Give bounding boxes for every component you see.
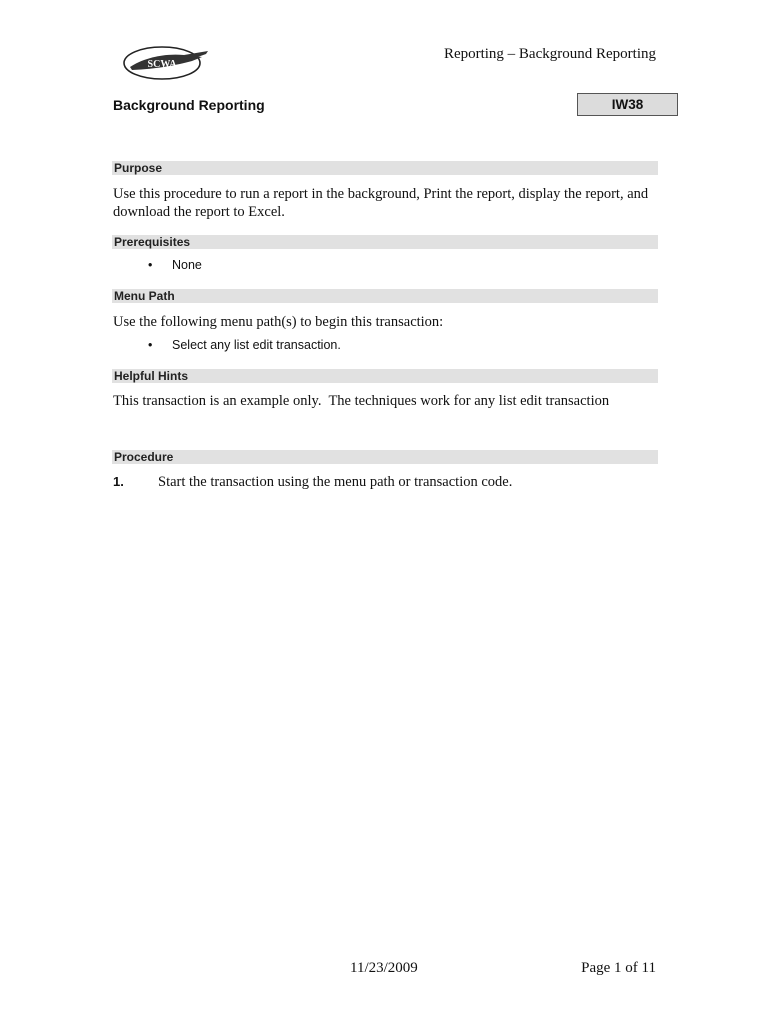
menu-path-bullet-text: Select any list edit transaction. <box>172 338 341 352</box>
prerequisites-bullet-text: None <box>172 258 202 272</box>
procedure-heading: Procedure <box>112 450 658 464</box>
helpful-hints-heading: Helpful Hints <box>112 369 658 383</box>
footer-page-number: Page 1 of 11 <box>581 960 656 976</box>
scwa-logo <box>122 43 212 83</box>
bullet-icon: • <box>148 258 153 272</box>
procedure-step-number: 1. <box>113 474 124 489</box>
procedure-step-text: Start the transaction using the menu path or transaction code. <box>158 474 513 490</box>
purpose-text: Use this procedure to run a report in the background, Print the report, display the report, and download the report to Excel. <box>113 186 649 220</box>
helpful-hints-text: This transaction is an example only. The techniques work for any list edit transaction <box>113 393 610 409</box>
header-title: Reporting – Background Reporting <box>443 46 656 62</box>
transaction-code: IW38 <box>611 97 644 112</box>
menu-path-heading: Menu Path <box>112 289 658 303</box>
menu-path-text: Use the following menu path(s) to begin this transaction: <box>113 314 444 330</box>
transaction-code-box <box>577 93 678 116</box>
purpose-heading: Purpose <box>112 161 658 175</box>
menu-path-bullet-item <box>148 338 341 352</box>
prerequisites-bullet-item <box>148 258 202 272</box>
svg-text:SCWA: SCWA <box>147 59 177 70</box>
bullet-icon: • <box>148 338 153 352</box>
prerequisites-heading: Prerequisites <box>112 235 658 249</box>
footer-date: 11/23/2009 <box>350 960 418 976</box>
document-title: Background Reporting <box>113 97 265 113</box>
